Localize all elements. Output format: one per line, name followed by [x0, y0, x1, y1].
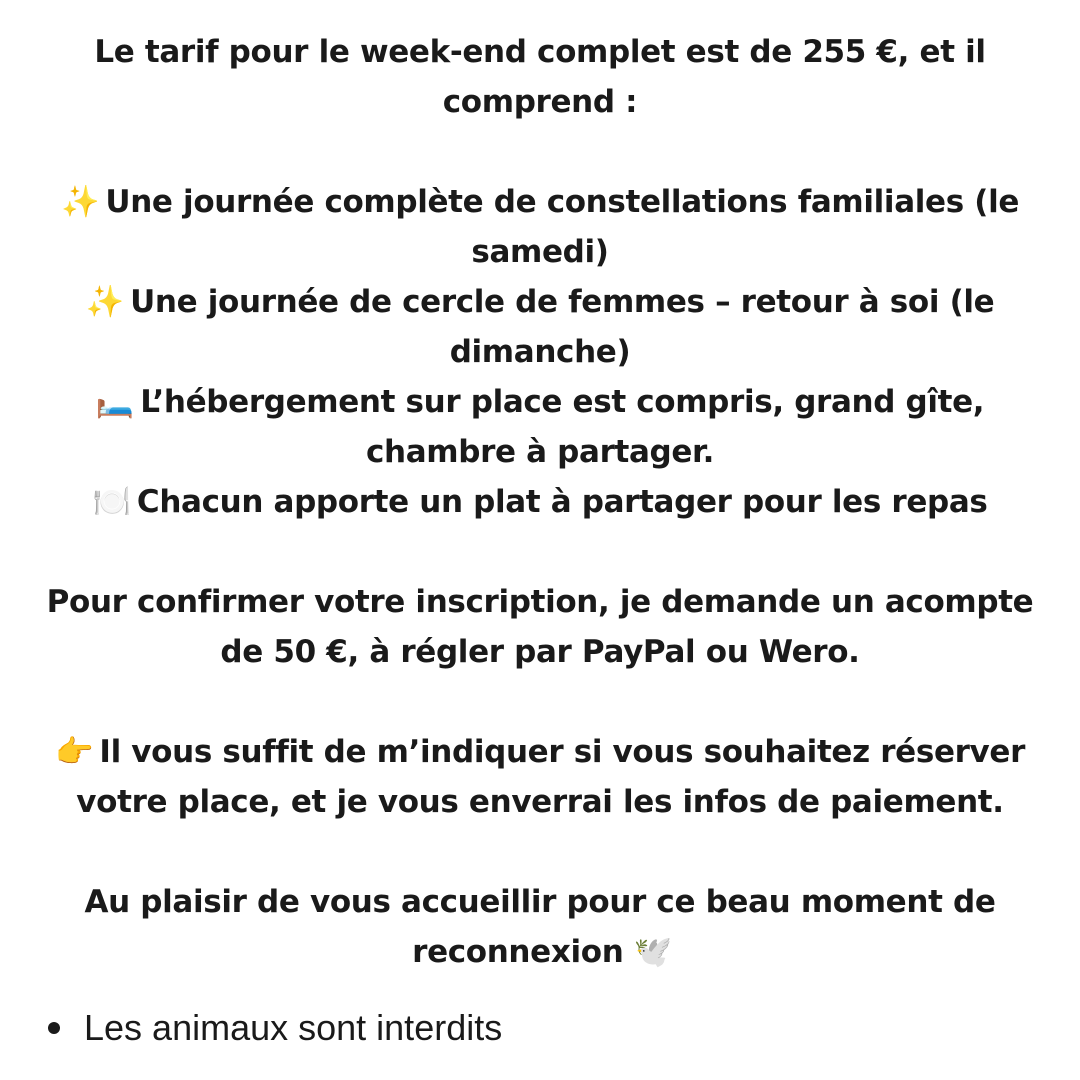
list-item: [40, 1003, 502, 1053]
item-saturday-text: Une journée complète de constellations familiales (le: [105, 184, 1020, 220]
price-line-1: Le tarif pour le week-end complet est de 255 €, et il: [94, 34, 986, 70]
closing-line-1: Au plaisir de vous accueillir pour ce beau moment de: [84, 884, 996, 920]
event-description: [18, 27, 1062, 977]
closing-line-2: [18, 927, 1062, 977]
price-line-2: comprend :: [442, 84, 638, 120]
spacer: [18, 677, 1062, 727]
sparkles-icon: ✨: [60, 184, 100, 220]
item-meals-text: Chacun apporte un plat à partager pour les repas: [136, 484, 988, 520]
deposit-line-2: de 50 €, à régler par PayPal ou Wero.: [220, 634, 860, 670]
pointing-hand-icon: 👉: [54, 734, 94, 770]
spacer: [18, 127, 1062, 177]
plate-cutlery-icon: 🍽️: [92, 484, 131, 520]
item-sunday: [18, 277, 1062, 327]
closing-text: reconnexion: [412, 934, 624, 970]
rule-no-animals: Les animaux sont interdits: [84, 1007, 503, 1048]
rules-list: [40, 1003, 502, 1053]
item-lodging: [18, 377, 1062, 427]
booking-line-2: votre place, et je vous enverrai les infos de paiement.: [76, 784, 1004, 820]
booking-line-1: [18, 727, 1062, 777]
item-saturday: [18, 177, 1062, 227]
item-sunday-cont: dimanche): [449, 334, 631, 370]
booking-text: Il vous suffit de m’indiquer si vous souhaitez réserver: [99, 734, 1026, 770]
item-saturday-cont: samedi): [471, 234, 609, 270]
dove-icon: 🕊️: [633, 934, 673, 970]
spacer: [18, 827, 1062, 877]
item-lodging-text: L’hébergement sur place est compris, grand gîte,: [140, 384, 985, 420]
deposit-line-1: Pour confirmer votre inscription, je demande un acompte: [46, 584, 1034, 620]
bullet-icon: [48, 1022, 60, 1034]
sparkles-icon: ✨: [85, 284, 124, 320]
item-meals: [18, 477, 1062, 527]
bed-icon: 🛏️: [95, 384, 134, 420]
item-sunday-text: Une journée de cercle de femmes – retour à soi (le: [130, 284, 995, 320]
spacer: [18, 527, 1062, 577]
item-lodging-cont: chambre à partager.: [365, 434, 715, 470]
